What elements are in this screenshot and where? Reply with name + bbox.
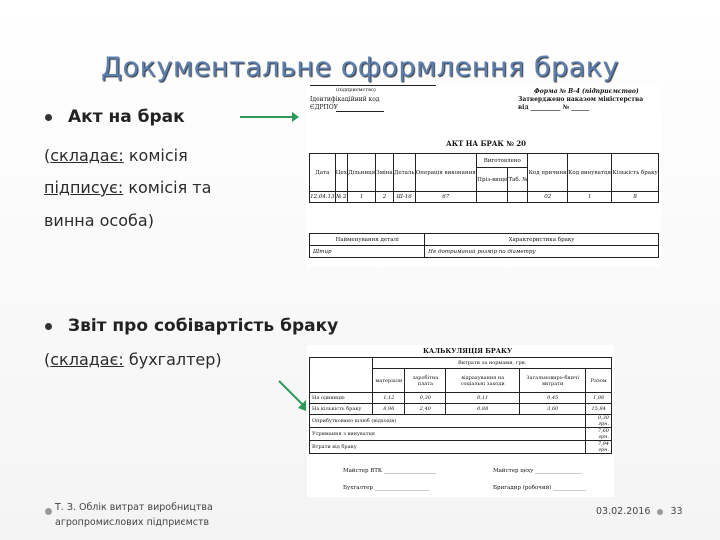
cell: 0,88 xyxy=(446,404,520,415)
cell: На одиницю xyxy=(310,393,373,404)
form-number: Форма № В-4 (підприємство) xyxy=(534,88,639,95)
cell xyxy=(477,192,508,203)
bullet-act xyxy=(45,107,185,127)
bullet-report xyxy=(45,316,338,336)
act-title: АКТ НА БРАК № 20 xyxy=(446,139,527,148)
cell: 1 xyxy=(347,192,375,203)
cell: 0,45 xyxy=(519,393,585,404)
th-qty: Кількість браку xyxy=(612,154,659,192)
th-surname: Пріз-вище xyxy=(477,168,508,192)
cell: Штир xyxy=(310,246,425,258)
text-paren: ( xyxy=(44,146,51,165)
footer-meta xyxy=(596,506,683,517)
slide-title: Документальне оформлення браку xyxy=(100,52,620,83)
footer-dot-icon xyxy=(45,508,52,515)
text-buhgalter: бухгалтер) xyxy=(123,350,222,369)
footer-date: 03.02.2016 xyxy=(596,506,651,517)
sign-shop-master: Майстер цеху _________________ xyxy=(493,468,582,474)
th-social: відрахування на соціальні заходи xyxy=(446,369,520,393)
th-shift: Зміна xyxy=(376,154,394,192)
th-materials: матеріали xyxy=(373,369,405,393)
sign-foreman: Бригадир (робочий) ____________ xyxy=(493,485,587,491)
text-pidpysuie: підписує: xyxy=(44,178,124,197)
th-total: Разом xyxy=(586,369,612,393)
cell: 2 xyxy=(376,192,394,203)
act-line-3: винна особа) xyxy=(44,211,154,230)
approved-line-1: Затверджено наказом міністерства xyxy=(518,96,644,103)
footer-dot-icon xyxy=(657,509,663,515)
sign-otk: Майстер ВТК ___________________ xyxy=(343,468,437,474)
cell: 02 xyxy=(528,192,568,203)
org-label: (підприємство) xyxy=(336,87,376,93)
cell: 0,30 грн. xyxy=(586,415,612,428)
text-komisiya: комісія xyxy=(123,146,188,165)
text-sklada: складає: xyxy=(50,350,124,369)
cell: 0,11 xyxy=(446,393,520,404)
footer-source xyxy=(55,500,213,530)
code-label: Ідентифікаційний код xyxy=(310,96,380,103)
bullet-dot-icon xyxy=(45,114,52,121)
th-made: Виготовлено xyxy=(477,154,528,168)
th-overhead: Загальновиро-бничі витрати xyxy=(519,369,585,393)
th-culprit-code: Код винуватця xyxy=(568,154,612,192)
cell: Оприбутковано шлюб (відходів) xyxy=(310,415,586,428)
th-shop: Цех xyxy=(335,154,347,192)
act-form-image xyxy=(306,85,661,267)
th-operation: Операція виконання xyxy=(415,154,477,192)
cell: 67 xyxy=(415,192,477,203)
cell: 7,94 грн. xyxy=(586,441,612,454)
text-paren: ( xyxy=(44,350,51,369)
cell: 0,30 xyxy=(405,393,446,404)
approved-line-2: від __________ № ______ xyxy=(518,104,590,111)
th-costs: Витрати за нормами, грн. xyxy=(373,358,612,369)
calc-table xyxy=(309,357,612,454)
cell: 7,60 грн. xyxy=(586,428,612,441)
act-table xyxy=(309,153,659,203)
th-tab-no: Таб. № xyxy=(508,168,528,192)
bullet-dot-icon xyxy=(45,323,52,330)
page-number: 33 xyxy=(670,506,683,517)
th-wages: заробітна плата xyxy=(405,369,446,393)
th-cause-code: Код причини xyxy=(528,154,568,192)
cell: 8,96 xyxy=(373,404,405,415)
cell: № 2 xyxy=(335,192,347,203)
cell xyxy=(508,192,528,203)
arrow-right-icon xyxy=(238,110,300,124)
bullet-report-heading: Звіт про собівартість браку xyxy=(68,316,339,336)
cell: Втрати від браку xyxy=(310,441,586,454)
bullet-act-heading: Акт на брак xyxy=(68,107,185,127)
cell: 2,40 xyxy=(405,404,446,415)
calc-title: КАЛЬКУЛЯЦІЯ БРАКУ xyxy=(423,347,513,355)
th-section: Дільниця xyxy=(347,154,375,192)
cell: 1,12 xyxy=(373,393,405,404)
edrpou-label: ЄДРПОУ xyxy=(310,104,338,111)
report-line-1 xyxy=(44,350,222,369)
cell: 1,98 xyxy=(586,393,612,404)
cell: Утримання з винуватця xyxy=(310,428,586,441)
sign-accountant: Бухгалтер ____________________ xyxy=(343,485,430,491)
cell: Не дотриманий розмір по діаметру xyxy=(425,246,659,258)
footer-line-1: Т. З. Облік витрат виробництва xyxy=(55,502,213,513)
cell: 15,84 xyxy=(586,404,612,415)
th-empty xyxy=(310,358,373,393)
cell: Ш-16 xyxy=(393,192,415,203)
cell: 8 xyxy=(612,192,659,203)
cell: 12.04.13 xyxy=(310,192,336,203)
th-part: Деталь xyxy=(393,154,415,192)
text-sklada: складає: xyxy=(50,146,124,165)
text-komisiya-ta: комісія та xyxy=(123,178,212,197)
cell: На кількість браку xyxy=(310,404,373,415)
cell: 1 xyxy=(568,192,612,203)
cell: 3,60 xyxy=(519,404,585,415)
footer-line-2: агропромислових підприємств xyxy=(55,517,210,528)
th-date: Дата xyxy=(310,154,336,192)
act-line-1 xyxy=(44,146,188,165)
th-part-name: Найменування деталі xyxy=(310,234,425,246)
defect-table xyxy=(309,233,659,258)
th-defect-desc: Характеристика браку xyxy=(425,234,659,246)
calculation-form-image xyxy=(307,345,614,497)
act-line-2 xyxy=(44,178,211,197)
